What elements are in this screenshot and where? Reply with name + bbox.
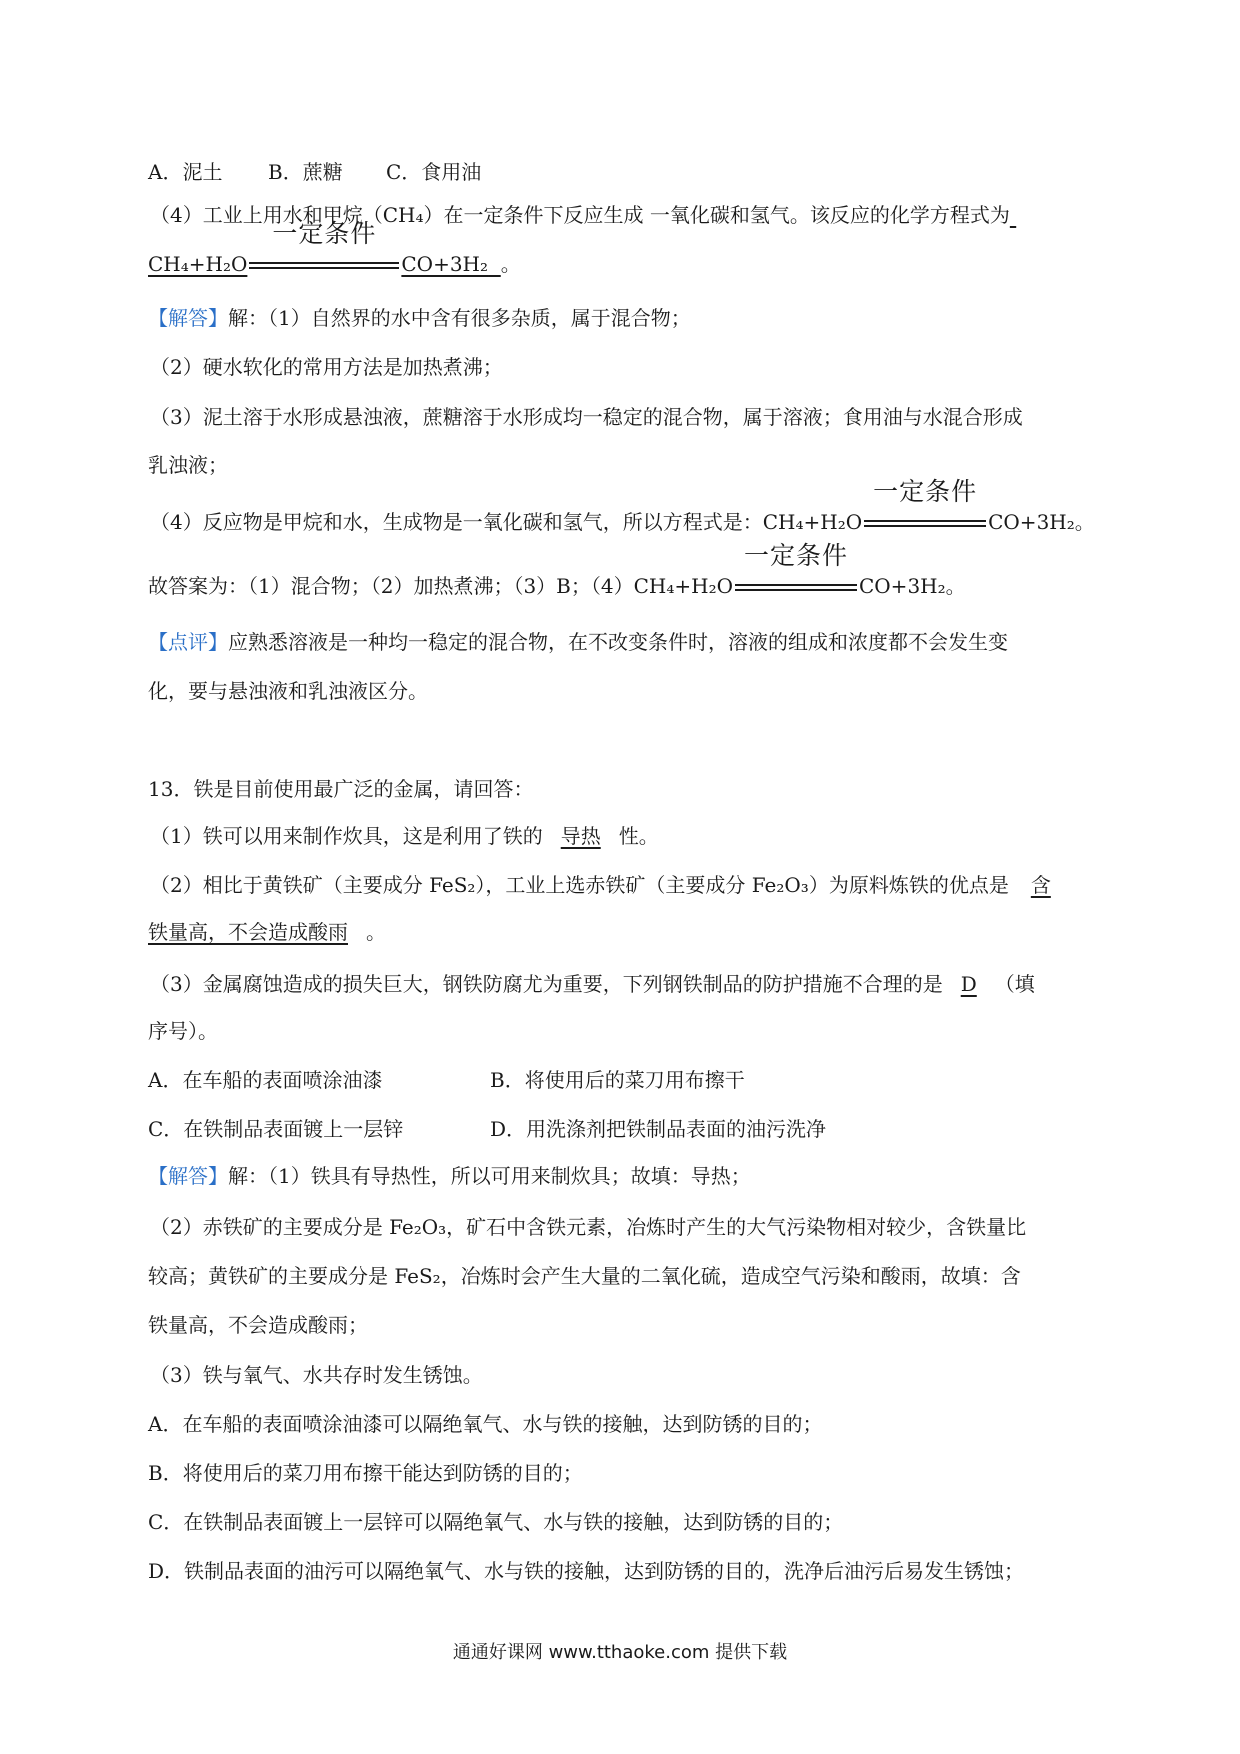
q13-part3 (150, 969, 1090, 999)
q13-answer-line-b: B．将使用后的菜刀用布擦干能达到防锈的目的； (148, 1461, 583, 1485)
condition-label: 一定条件 (873, 477, 978, 506)
q12-part4-equation (148, 219, 1088, 279)
equals-sign (249, 262, 399, 269)
answer-text: 解：（1）自然界的水中含有很多杂质，属于混合物； (228, 306, 691, 330)
q13-part1-end: 性。 (618, 824, 659, 848)
reaction-condition (735, 541, 857, 601)
q13-part1-text: （1）铁可以用来制作炊具，这是利用了铁的 (150, 824, 543, 848)
answer-tag: 【解答】 (148, 1164, 228, 1188)
equation-reactants: CH₄+H₂O (633, 574, 733, 598)
q13-part2-cont (148, 917, 1088, 947)
q12-part4-end: 。 (500, 252, 521, 276)
q13-part2-answer: 铁量高，不会造成酸雨 (148, 920, 348, 944)
equals-sign (864, 520, 986, 527)
q12-option-c: C．食用油 (386, 160, 482, 184)
comment-tag: 【点评】 (148, 630, 228, 654)
q13-part2-end: 。 (366, 920, 386, 944)
q12-comment-line1 (148, 627, 1088, 657)
answer-summary-text: 故答案为：（1）混合物；（2）加热煮沸；（3）B；（4） (148, 574, 634, 598)
q13-part3-text: （3）金属腐蚀造成的损失巨大，钢铁防腐尤为重要，下列钢铁制品的防护措施不合理的是 (150, 972, 943, 996)
q12-comment-line2: 化，要与悬浊液和乳浊液区分。 (148, 679, 428, 703)
q12-answer-line2: （2）硬水软化的常用方法是加热煮沸； (150, 355, 503, 379)
equation-reactants: CH₄+H₂O (148, 252, 248, 276)
q13-answer-line-d: D．铁制品表面的油污可以隔绝氧气、水与铁的接触，达到防锈的目的，洗净后油污后易发生锈蚀； (148, 1559, 1025, 1583)
q12-answer-line3b: 乳浊液； (148, 453, 228, 477)
q13-answer-line2a: （2）赤铁矿的主要成分是 Fe₂O₃，矿石中含铁元素，冶炼时产生的大气污染物相对较少，含铁量比 (150, 1215, 1027, 1239)
q13-part3-end: （填 (994, 972, 1035, 996)
q13-option-d: D．用洗涤剂把铁制品表面的油污洗净 (490, 1117, 827, 1141)
comment-text: 应熟悉溶液是一种均一稳定的混合物，在不改变条件时，溶液的组成和浓度都不会发生变 (228, 630, 1008, 654)
q12-part4-blank-start (1010, 200, 1028, 230)
condition-label: 一定条件 (272, 219, 377, 248)
q13-part2-text: （2）相比于黄铁矿（主要成分 FeS₂），工业上选赤铁矿（主要成分 Fe₂O₃）为原料炼铁的优点是 (150, 873, 1009, 897)
answer-tag: 【解答】 (148, 306, 228, 330)
q13-title: 13．铁是目前使用最广泛的金属，请回答： (148, 777, 534, 801)
q12-answer-line4 (150, 477, 1095, 537)
page-footer: 通通好课网 www.tthaoke.com 提供下载 (452, 1642, 788, 1663)
q13-options-row2 (148, 1114, 1088, 1144)
q13-answer-line3: （3）铁与氧气、水共存时发生锈蚀。 (150, 1363, 483, 1387)
q13-part3-answer: D (960, 972, 977, 996)
q13-options-row1 (148, 1065, 1088, 1095)
q13-part2-answer-start: 含 (1030, 873, 1051, 897)
q12-answer-line3a: （3）泥土溶于水形成悬浊液，蔗糖溶于水形成均一稳定的混合物，属于溶液；食用油与水混合形成 (150, 405, 1023, 429)
condition-label: 一定条件 (743, 541, 848, 570)
reaction-condition (864, 477, 986, 537)
q13-part1 (150, 821, 1090, 851)
reaction-condition (249, 219, 399, 279)
q12-answer-line1 (148, 303, 1088, 333)
answer-line4-text: （4）反应物是甲烷和水，生成物是一氧化碳和氢气，所以方程式是： (150, 510, 763, 534)
equation-reactants: CH₄+H₂O (762, 510, 863, 534)
equation-products: CO+3H₂。 (988, 510, 1095, 534)
q12-options (148, 157, 1088, 187)
q12-option-b: B．蔗糖 (268, 160, 343, 184)
q13-part2 (150, 870, 1090, 900)
q12-answer-line5 (148, 541, 1088, 601)
q13-option-a: A．在车船的表面喷涂油漆 (148, 1068, 383, 1092)
q13-answer-line1 (148, 1161, 1088, 1191)
q13-answer-line-a: A．在车船的表面喷涂油漆可以隔绝氧气、水与铁的接触，达到防锈的目的； (148, 1412, 823, 1436)
equation-products: CO+3H₂ (401, 252, 489, 276)
q13-option-c: C．在铁制品表面镀上一层锌 (148, 1117, 404, 1141)
q12-option-a: A．泥土 (148, 160, 223, 184)
q13-option-b: B．将使用后的菜刀用布擦干 (490, 1068, 745, 1092)
q13-answer-line2c: 铁量高，不会造成酸雨； (148, 1313, 368, 1337)
q13-answer-line2b: 较高；黄铁矿的主要成分是 FeS₂，冶炼时会产生大量的二氧化硫，造成空气污染和酸雨，故填：含 (148, 1264, 1021, 1288)
answer-text: 解：（1）铁具有导热性，所以可用来制炊具；故填：导热； (228, 1164, 751, 1188)
q12-part4-answer-equation (148, 219, 501, 279)
q13-part1-answer: 导热 (560, 824, 601, 848)
q13-part3-cont: 序号）。 (148, 1019, 218, 1043)
q12-part4-text: （4）工业上用水和甲烷（CH₄）在一定条件下反应生成 一氧化碳和氢气。该反应的化学方程式为 (150, 203, 1010, 227)
equals-sign (735, 584, 857, 591)
q13-answer-line-c: C．在铁制品表面镀上一层锌可以隔绝氧气、水与铁的接触，达到防锈的目的； (148, 1510, 844, 1534)
equation-products: CO+3H₂。 (858, 574, 966, 598)
